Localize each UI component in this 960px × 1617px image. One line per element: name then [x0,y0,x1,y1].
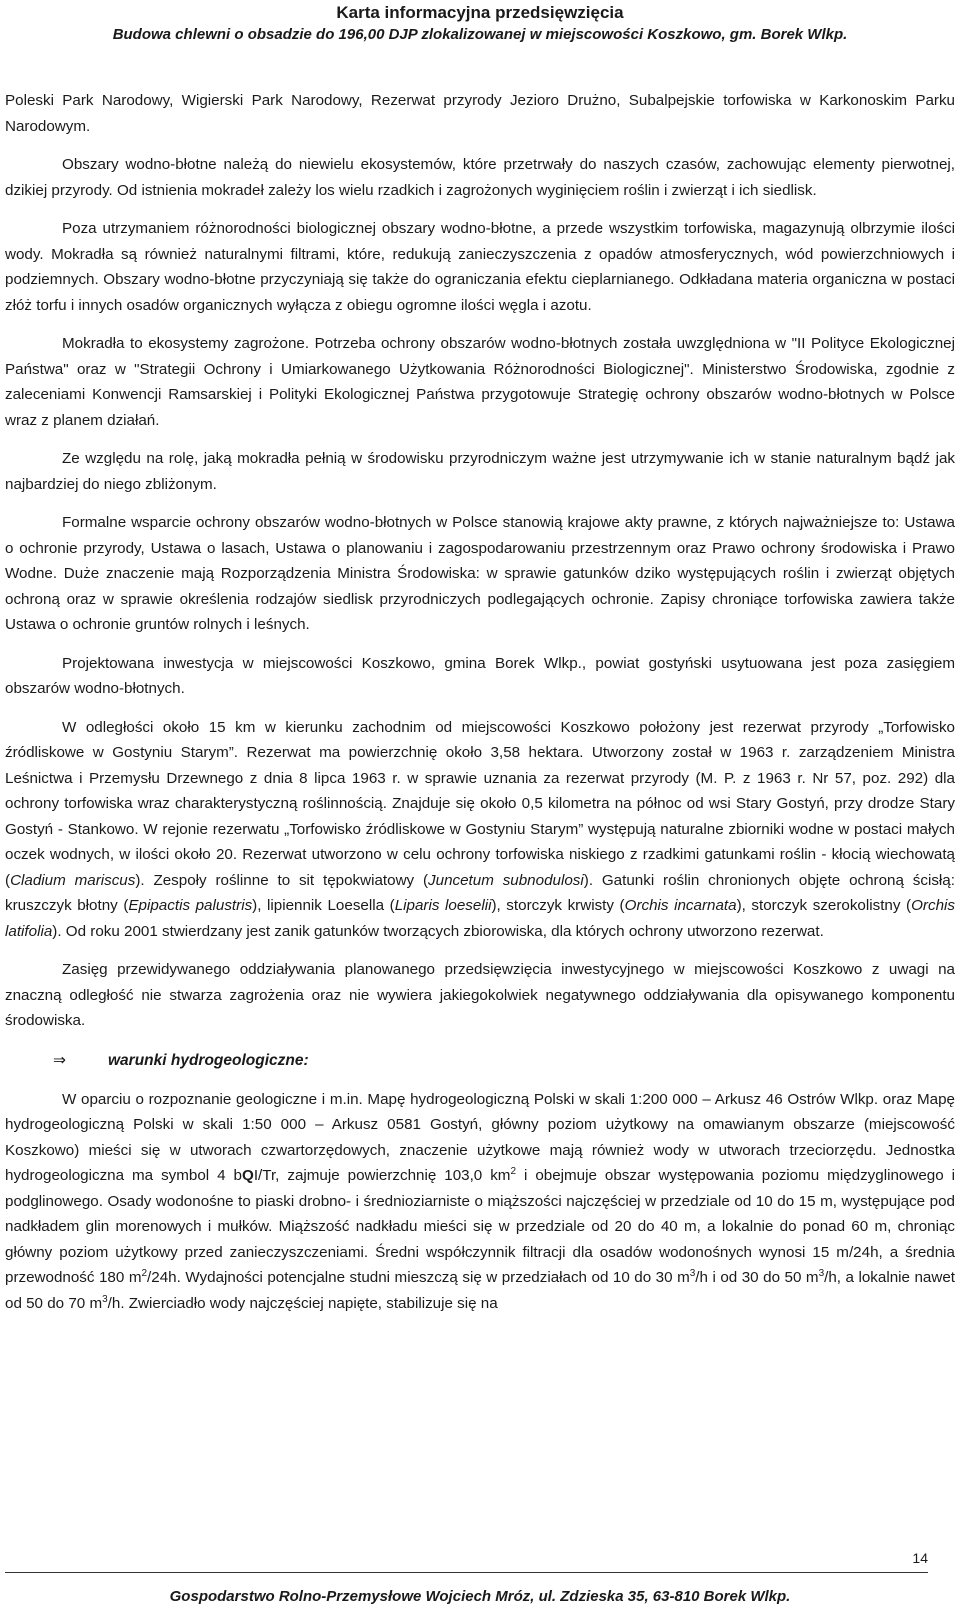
section-heading [5,1048,955,1073]
paragraph: Mokradła to ekosystemy zagrożone. Potrzeba ochrony obszarów wodno-błotnych została uwzględniona w "II Polityce Ekologicznej Państwa" oraz w "Strategii Ochrony i Umiarkowanego Użytkowania Różnorodności Biologicznej". Ministerstwo Środowiska, zgodnie z zaleceniami Konwencji Ramsarskiej i Polityki Ekologicznej Państwa przygotowuje Strategię ochrony obszarów wodno-błotnych w Polsce wraz z planem działań. [5,335,955,429]
paragraph: Projektowana inwestycja w miejscowości Koszkowo, gmina Borek Wlkp., powiat gostyński usytuowana jest poza zasięgiem obszarów wodno-błotnych. [5,654,955,697]
arrow-right-icon: ⇒ [53,1051,66,1069]
document-title: Karta informacyjna przedsięwzięcia [336,3,624,22]
paragraph: Poza utrzymaniem różnorodności biologicznej obszary wodno-błotne, a przede wszystkim torfowiska, magazynują olbrzymie ilości wody. Mokradła są również naturalnymi filtrami, które, redukują zanieczyszczenia z opadów atmosferycznych, wód powierzchniowych i podziemnych. Obszary wodno-błotne przyczyniają się także do ograniczania efektu cieplarnianego. Odkładana materia organiczna w postaci złóż torfu i innych osadów organicznych wyłącza z obiegu ogromne ilości węgla i azotu. [5,220,955,314]
document-body [5,88,955,1316]
paragraph: Obszary wodno-błotne należą do niewielu ekosystemów, które przetrwały do naszych czasów, zachowując elementy pierwotnej, dzikiej przyrody. Od istnienia mokradeł zależy los wielu rzadkich i zagrożonych wyginięciem roślin i zwierząt i ich siedlisk. [5,156,955,199]
paragraph: Poleski Park Narodowy, Wigierski Park Narodowy, Rezerwat przyrody Jezioro Drużno, Subalpejskie torfowiska w Karkonoskim Parku Narodowym. [5,92,955,135]
paragraph: Zasięg przewidywanego oddziaływania planowanego przedsięwzięcia inwestycyjnego w miejscowości Koszkowo z uwagi na znaczną odległość nie stwarza zagrożenia oraz nie wywiera jakiegokolwiek negatywnego oddziaływania dla opisywanego komponentu środowiska. [5,961,955,1029]
page-footer: Gospodarstwo Rolno-Przemysłowe Wojciech Mróz, ul. Zdzieska 35, 63-810 Borek Wlkp. [169,1588,791,1605]
paragraph: W odległości około 15 km w kierunku zachodnim od miejscowości Koszkowo położony jest rezerwat przyrody „Torfowisko źródliskowe w Gostyniu Starym”. Rezerwat ma powierzchnię około 3,58 hektara. Utworzony został w 1963 r. zarządzeniem Ministra Leśnictwa i Przemysłu Drzewnego z dnia 8 lipca 1963 r. w sprawie uznania za rezerwat przyrody (M. P. z 1963 r. Nr 57, poz. 292) dla ochrony torfowiska wraz charakterystyczną roślinnością. Znajduje się około 0,5 kilometra na północ od wsi Stary Gostyń, przy drodze Stary Gostyń - Stankowo. W rejonie rezerwatu „Torfowisko źródliskowe w Gostyniu Starym” występują naturalne zbiorniki wodne w postaci małych oczek wodnych, w ilości około 20. Rezerwat utworzono w celu ochrony torfowiska niskiego z rzadkimi gatunkami roślin - kłocią wiechowatą (Cladium mariscus). Zespoły roślinne to sit tępokwiatowy (Juncetum subnodulosi). Gatunki roślin chronionych objęte ochroną ścisłą: kruszczyk błotny (Epipactis palustris), lipiennik Loesella (Liparis loeselii), storczyk krwisty (Orchis incarnata), storczyk szerokolistny (Orchis latifolia). Od roku 2001 stwierdzany jest zanik gatunków tworzących zbiorowiska, dla których ochrony utworzono rezerwat. [5,718,955,940]
paragraph: Ze względu na rolę, jaką mokradła pełnią w środowisku przyrodniczym ważne jest utrzymywanie ich w stanie naturalnym bądź jak najbardziej do niego zbliżonym. [5,450,955,493]
page-number: 14 [912,1550,928,1566]
page-header [0,0,960,46]
footer-divider [5,1572,928,1573]
paragraph: Formalne wsparcie ochrony obszarów wodno-błotnych w Polsce stanowią krajowe akty prawne, z których najważniejsze to: Ustawa o ochronie przyrody, Ustawa o lasach, Ustawa o planowaniu i zagospodarowaniu przestrzennym oraz Prawo ochrony środowiska i Prawo Wodne. Duże znaczenie mają Rozporządzenia Ministra Środowiska: w sprawie gatunków dziko występujących roślin i zwierząt objętych ochroną oraz w sprawie określenia rodzajów siedlisk przyrodniczych podlegających ochronie. Zapisy chroniące torfowiska zawiera także Ustawa o ochronie gruntów rolnych i leśnych. [5,514,955,633]
document-subtitle: Budowa chlewni o obsadzie do 196,00 DJP zlokalizowanej w miejscowości Koszkowo, gm. Borek Wlkp. [112,26,848,43]
paragraph: W oparciu o rozpoznanie geologiczne i m.in. Mapę hydrogeologiczną Polski w skali 1:200 000 – Arkusz 46 Ostrów Wlkp. oraz Mapę hydrogeologiczną Polski w skali 1:50 000 – Arkusz 0581 Gostyń, główny poziom użytkowy na omawianym obszarze (miejscowość Koszkowo) mieści się w utworach czwartorzędowych, znaczenie użytkowe mają również wody w utworach trzeciorzędu. Jednostka hydrogeologiczna ma symbol 4 bQI/Tr, zajmuje powierzchnię 103,0 $km^2$ i obejmuje obszar występowania poziomu międzyglinowego i podglinowego. Osady wodonośne to piaski drobno- i średnioziarniste o miąższości najczęściej w przedziale od 10 do 15 m, występujące pod nadkładem glin morenowych i mułków. Miąższość nadkładu mieści się w przedziale od 20 do 40 m, a lokalnie do ponad 60 m, chroniąc główny poziom użytkowy przed zanieczyszczeniami. Średni współczynnik filtracji dla osadów wodonośnych wynosi 15 m/24h, a średnia przewodność 180 $m^2/24h$. Wydajności potencjalne studni mieszczą się w przedziałach od 10 do 30 $m^3/h$ i od 30 do 50 $m^3/h$, a lokalnie nawet od 50 do 70 $m^3/h$. Zwierciadło wody najczęściej napięte, stabilizuje się na [5,1090,956,1312]
section-heading-label: warunki hydrogeologiczne: [108,1051,309,1069]
